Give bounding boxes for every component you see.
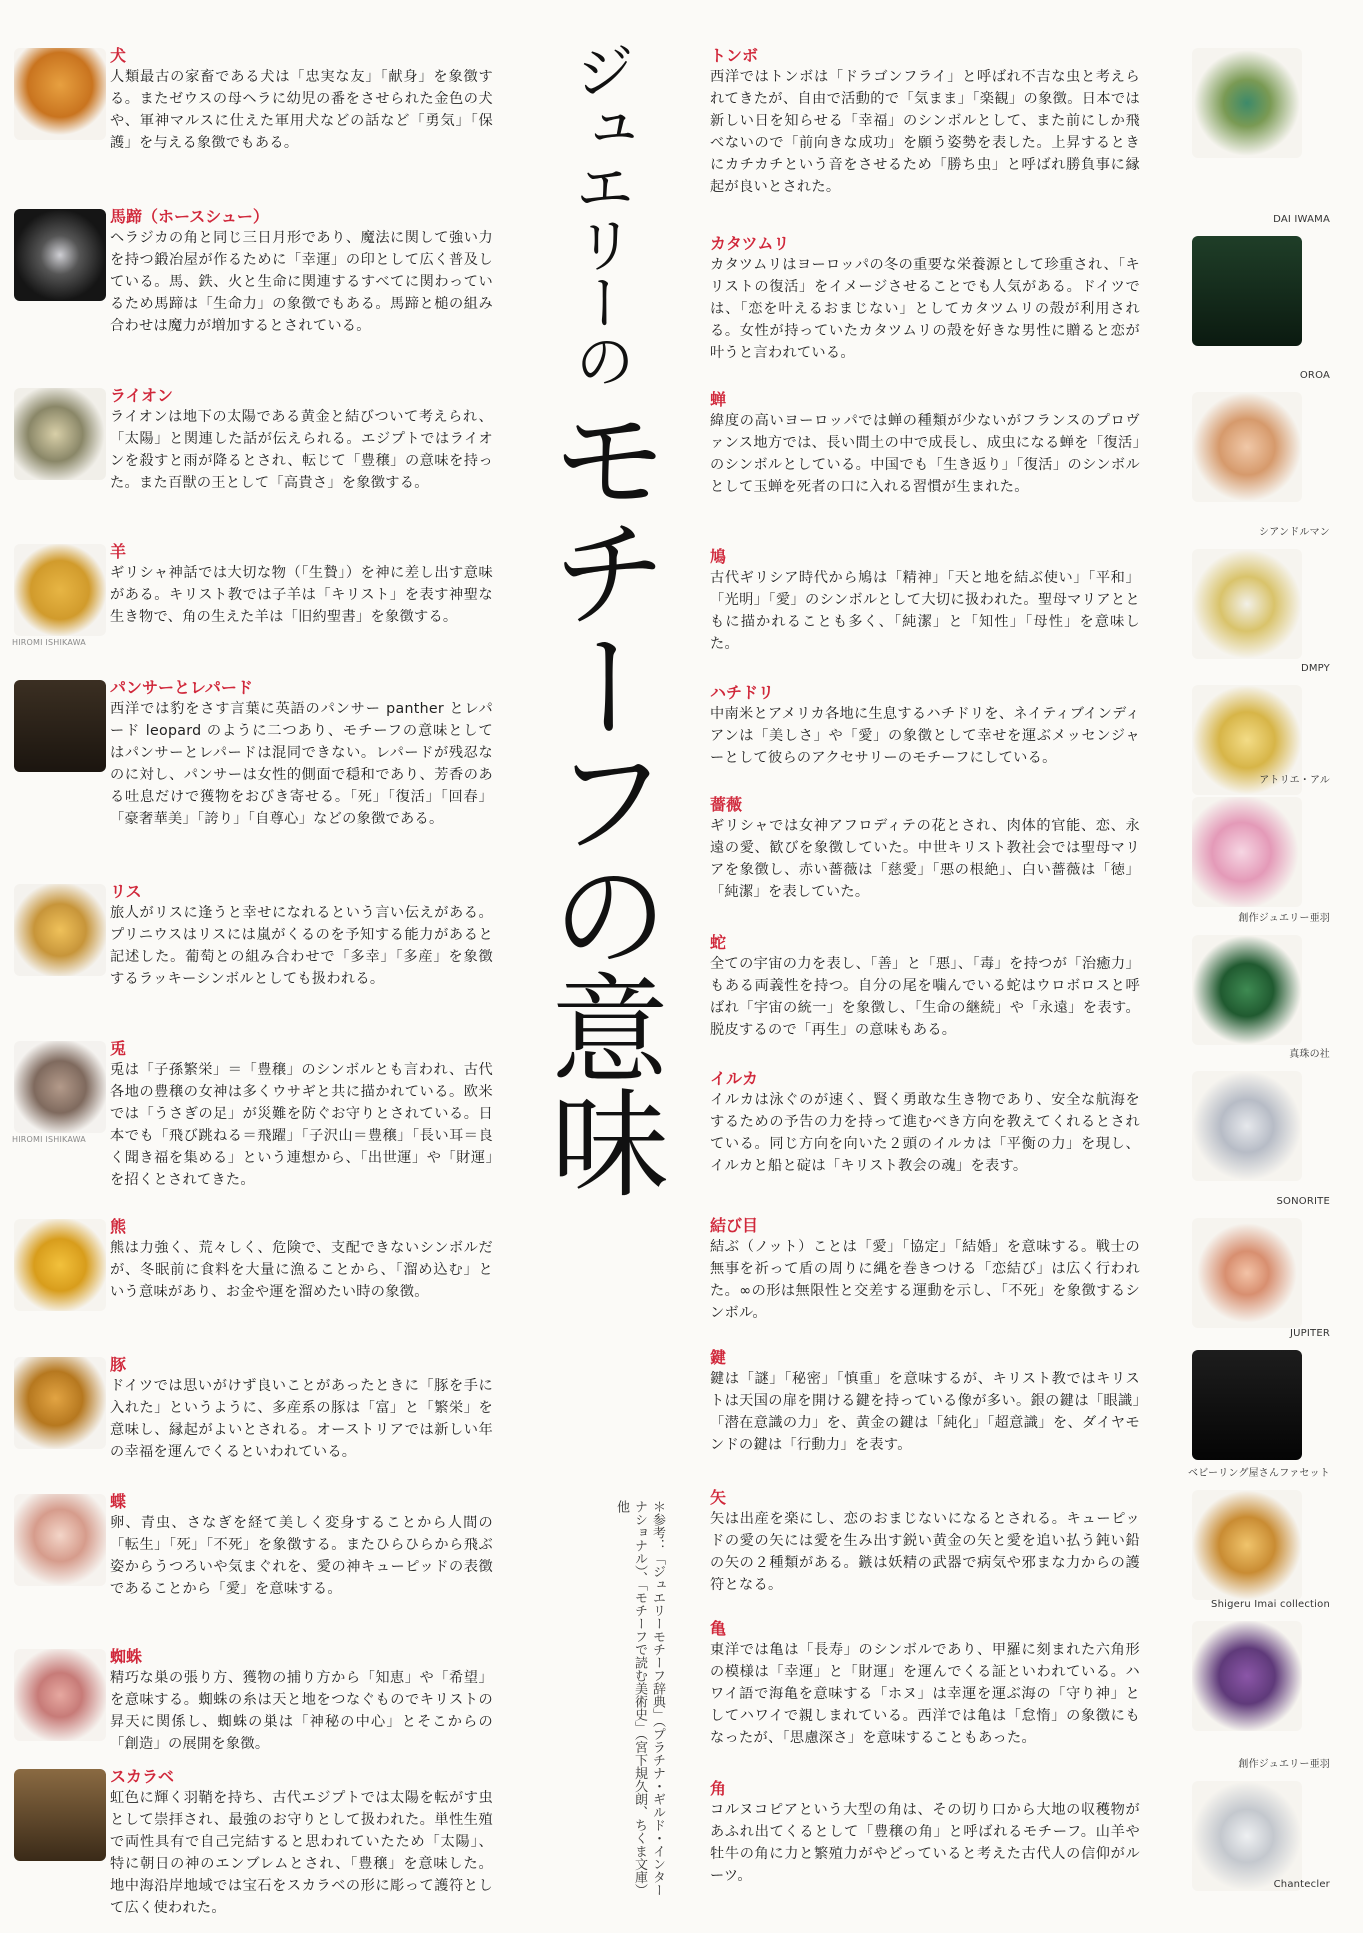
motif-entry-arrow [710,1484,1350,1615]
motif-entry-horseshoe [8,203,493,382]
photo-credit: Chantecler [1273,1879,1330,1890]
jewelry-photo [8,1643,110,1763]
motif-entry-spider [8,1643,493,1763]
horn-pendant-image [1192,1781,1302,1891]
reference-note: ＊参考：「ジュエリーモチーフ辞典」（プラチナ・ギルド・インターナショナル）、「モチーフで読む美術史」（宮下規久朗、ちくま文庫）他 [614,1500,665,1897]
bear-charm-image [14,1219,106,1311]
jewelry-photo [8,674,110,878]
jewelry-photo [1148,230,1348,386]
motif-entry-pig [8,1351,493,1488]
spider-web-pendant-image [14,1649,106,1741]
jewelry-photo [1148,791,1348,929]
jewelry-photo [8,1763,110,1933]
motif-description: 旅人がリスに逢うと幸せになれるという言い伝えがある。プリニウスはリスには嵐がくるのを予知する能力があると記述した。葡萄との組み合わせで「多幸」「多産」を象徴するラッキーシンボルとしても扱われる。 [110,905,493,987]
motif-title: トンボ [710,46,759,65]
squirrel-brooch-image [14,884,106,976]
motif-description: 緯度の高いヨーロッパでは蝉の種類が少ないがフランスのプロヴァンス地方では、長い間土の中で成長し、成虫になる蝉を「復活」のシンボルとしている。中国でも「生き返り」「復活」のシンボルとして玉蝉を死者の口に入れる習慣が生まれた。 [710,413,1140,495]
motif-title: スカラベ [110,1767,175,1786]
jewelry-photo [1148,1615,1348,1775]
motif-entry-lion [8,382,493,538]
dog-pendant-image [14,48,106,140]
motif-title: 馬蹄（ホースシュー） [110,207,269,226]
motif-description: ギリシャ神話では大切な物（「生贄」）を神に差し出す意味がある。キリスト教では子羊は「キリスト」を表す神聖な生き物で、角の生えた羊は「旧約聖書」を象徴する。 [110,565,493,625]
photo-credit: 創作ジュエリー亜羽 [1238,1759,1330,1770]
photo-credit: アトリエ・アル [1259,775,1330,786]
motif-description: 虹色に輝く羽鞘を持ち、古代エジプトでは太陽を転がす虫として崇拝され、最強のお守りとして扱われた。単性生殖で両性具有で自己完結すると思われていたため「太陽」、特に朝日の神のエンブレムとされ、「豊穣」を意味した。地中海沿岸地域では宝石をスカラベの形に彫って護符として広く使われた。 [110,1790,493,1916]
jewelry-photo [1148,1775,1348,1895]
motif-title: 蝉 [710,390,727,409]
motif-description: ヘラジカの角と同じ三日月形であり、魔法に関して強い力を持つ鍛冶屋が作るために「幸運」の印として広く普及している。馬、鉄、火と生命に関連するすべてに関わっているため馬蹄は「生命力」の象徴でもある。馬蹄と槌の組み合わせは魔力が増加するとされている。 [110,230,493,334]
photo-credit: OROA [1299,370,1330,381]
motif-entry-cicada [710,386,1350,543]
jewelry-photo [8,382,110,538]
motif-entry-rose [710,791,1350,929]
jewelry-photo [8,538,110,674]
motif-entry-squirrel [8,878,493,1035]
motif-description: 中南米とアメリカ各地に生息するハチドリを、ネイティブインディアンは「美しさ」や「愛」の象徴として幸せを運ぶメッセンジャーとして彼らのアクセサリーのモチーフにしている。 [710,706,1140,766]
photo-credit: シアンドルマン [1259,527,1330,538]
motif-title: ハチドリ [710,683,775,702]
motif-description: 熊は力強く、荒々しく、危険で、支配できないシンボルだが、冬眠前に食料を大量に漁ることから、「溜め込む」という意味があり、お金や運を溜めたい時の象徴。 [110,1240,493,1300]
motif-title: 熊 [110,1217,127,1236]
photo-credit: 創作ジュエリー亜羽 [1238,913,1330,924]
motif-title: リス [110,882,142,901]
motif-title: パンサーとレパード [110,678,253,697]
motif-description: 西洋ではトンボは「ドラゴンフライ」と呼ばれ不吉な虫と考えられてきたが、自由で活動的で「気まま」「楽観」の象徴。日本では新しい日を知らせる「幸福」のシンボルとして、また前にしか飛べないので「前向きな成功」を願う姿勢を表した。上昇するときにカチカチという音をさせるため「勝ち虫」と呼ばれ勝負事に縁起が良いとされた。 [710,69,1140,195]
page-title-line1: ジュエリーの [565,40,635,388]
photo-credit: JUPITER [1289,1328,1330,1339]
jewelry-photo [8,878,110,1035]
dove-brooch-image [1192,549,1302,659]
rose-ring-image [1192,797,1302,907]
page-title [530,40,670,1196]
pig-charm-image [14,1357,106,1449]
motif-entry-horn [710,1775,1350,1895]
motif-entry-dog [8,42,493,203]
motif-title: 蛇 [710,933,727,952]
jewelry-photo [1148,1212,1348,1344]
motif-description: 人類最古の家畜である犬は「忠実な友」「献身」を象徴する。またゼウスの母ヘラに幼児の番をさせられた金色の犬や、軍神マルスに仕えた軍用犬などの話など「勇気」「保護」を与える象徴でもある。 [110,69,493,151]
motif-title: 蜘蛛 [110,1647,143,1666]
jewelry-photo [1148,679,1348,791]
motif-description: コルヌコピアという大型の角は、その切り口から大地の収穫物があふれ出てくるとして「豊穣の角」と呼ばれるモチーフ。山羊や牡牛の角に力と繁殖力がやどっていると考えた古代人の信仰がルーツ。 [710,1802,1140,1884]
page-title-line2: モチーフの意味 [531,398,669,1196]
jewelry-photo [8,1488,110,1643]
motif-title: イルカ [710,1069,759,1088]
motif-entry-turtle [710,1615,1350,1775]
motif-entry-key [710,1344,1350,1484]
motif-title: 亀 [710,1619,727,1638]
motif-entry-bear [8,1213,493,1351]
snake-ring-image [1192,935,1302,1045]
photo-credit: DAI IWAMA [1273,214,1330,225]
motif-description: 精巧な巣の張り方、獲物の捕り方から「知恵」や「希望」を意味する。蜘蛛の糸は天と地をつなぐものでキリストの昇天に関係し、蜘蛛の巣は「神秘の中心」とそこからの「創造」の展開を象徴。 [110,1670,493,1752]
motif-description: ドイツでは思いがけず良いことがあったときに「豚を手に入れた」というように、多産系の豚は「富」と「繁栄」を意味し、縁起がよいとされる。オーストリアでは新しい年の幸福を運んでくるといわれている。 [110,1378,493,1460]
motif-description: 東洋では亀は「長寿」のシンボルであり、甲羅に刻まれた六角形の模様は「幸運」と「財運」を運んでくる証といわれている。ハワイ語で海亀を意味する「ホヌ」は幸運を運ぶ海の「守り神」としてハワイで親しまれている。西洋では亀は「怠惰」の象徴にもなったが、「思慮深さ」を意味することもあった。 [710,1642,1140,1746]
motif-description: 西洋では豹をさす言葉に英語のパンサー panther とレパード leopard のように二つあり、モチーフの意味としてはパンサーとレパードは混同できない。レパードが残忍なのに対し、パンサーは女性的側面で穏和であり、芳香のある吐息だけで獲物をおびき寄せる。「死」「復活」「回春」「豪奢華美」「誇り」「自尊心」などの象徴である。 [110,701,493,827]
motif-title: 薔薇 [710,795,743,814]
motif-description: 全ての宇宙の力を表し、「善」と「悪」、「毒」を持つが「治癒力」もある両義性を持つ。自分の尾を噛んでいる蛇はウロボロスと呼ばれ「宇宙の統一」を象徴し、「生命の継続」や「永遠」を表す。脱皮するので「再生」の意味もある。 [710,956,1140,1038]
motif-title: 蝶 [110,1492,127,1511]
motif-entry-knot [710,1212,1350,1344]
motif-entry-rabbit [8,1035,493,1213]
motif-entry-dove [710,543,1350,679]
motif-description: ライオンは地下の太陽である黄金と結びついて考えられ、「太陽」と関連した話が伝えられる。エジプトではライオンを殺すと雨が降るとされ、転じて「豊穣」の意味を持った。また百獣の王として「高貴さ」を象徴する。 [110,409,493,491]
motif-description: 結ぶ（ノット）ことは「愛」「協定」「結婚」を意味する。戦士の無事を祈って盾の周りに縄を巻きつける「恋結び」は広く行われた。∞の形は無限性と交差する運動を示し、「不死」を象徴するシンボル。 [710,1239,1140,1321]
photo-credit: 真珠の社 [1289,1049,1330,1060]
jewelry-photo [8,42,110,203]
photo-credit: HIROMI ISHIKAWA [12,638,86,647]
sheep-brooch-image [14,544,106,636]
key-necklace-image [1192,1350,1302,1460]
jewelry-photo [1148,1065,1348,1212]
motif-title: 豚 [110,1355,127,1374]
motif-title: カタツムリ [710,234,790,253]
motif-entry-dragonfly [710,42,1350,230]
motif-description: 鍵は「謎」「秘密」「慎重」を意味するが、キリスト教ではキリストは天国の扉を開ける鍵を持っている像が多い。銀の鍵は「眼識」「潜在意識の力」を、黄金の鍵は「純化」「超意識」を、ダイヤモンドの鍵は「行動力」を表す。 [710,1371,1140,1453]
lion-ring-image [14,388,106,480]
motif-description: イルカは泳ぐのが速く、賢く勇敢な生き物であり、安全な航海をするための予告の力を持って進むべき方向を教えてくれるとされている。同じ方向を向いた２頭のイルカは「平衡の力」を現し、イルカと船と碇は「キリスト教会の魂」を表す。 [710,1092,1140,1174]
snail-pearl-brooch-image [1192,236,1302,346]
photo-credit: HIROMI ISHIKAWA [12,1135,86,1144]
rabbit-brooch-image [14,1041,106,1133]
motif-title: 鍵 [710,1348,727,1367]
photo-credit: DMPY [1300,663,1330,674]
motif-title: 羊 [110,542,127,561]
jewelry-photo [8,1035,110,1213]
motif-description: ギリシャでは女神アフロディテの花とされ、肉体的官能、恋、永遠の愛、歓びを象徴していた。中世キリスト教社会では聖母マリアを象徴し、赤い薔薇は「慈愛」「悪の根絶」、白い薔薇は「徳」「純潔」を表していた。 [710,818,1140,900]
scarab-ring-image [14,1769,106,1861]
motif-title: 兎 [110,1039,127,1058]
motif-entry-butterfly [8,1488,493,1643]
motif-entry-scarab [8,1763,493,1933]
left-column [8,42,493,1933]
motif-title: 角 [710,1779,727,1798]
motif-entry-hummingbird [710,679,1350,791]
cupid-pendant-image [1192,1490,1302,1600]
jewelry-photo [1148,42,1348,230]
butterfly-pendant-image [14,1494,106,1586]
motif-title: 犬 [110,46,127,65]
jewelry-photo [1148,1344,1348,1484]
motif-description: 卵、青虫、さなぎを経て美しく変身することから人間の「転生」「死」「不死」を象徴する。またひらひらから飛ぶ姿からうつろいや気まぐれを、愛の神キューピッドの表徴であることから「愛」を意味する。 [110,1515,493,1597]
motif-title: 結び目 [710,1216,759,1235]
motif-entry-snake [710,929,1350,1065]
motif-description: 古代ギリシア時代から鳩は「精神」「天と地を結ぶ使い」「平和」「光明」「愛」のシンボルとして大切に扱われた。聖母マリアとともに描かれることも多く、「純潔」と「知性」「母性」を意味した。 [710,570,1140,652]
jewelry-photo [1148,929,1348,1065]
dragonfly-brooch-image [1192,48,1302,158]
horseshoe-pendant-image [14,209,106,301]
jewelry-photo [8,203,110,382]
infinity-necklace-image [1192,1218,1302,1328]
motif-description: カタツムリはヨーロッパの冬の重要な栄養源として珍重され、「キリストの復活」をイメージさせることでも人気がある。ドイツでは、「恋を叶えるおまじない」としてカタツムリの殻が利用される。女性が持っていたカタツムリの殻を好きな男性に贈ると恋が叶うと言われている。 [710,257,1140,361]
photo-credit: Shigeru Imai collection [1211,1599,1330,1610]
jewelry-photo [1148,386,1348,543]
motif-entry-dolphin [710,1065,1350,1212]
jewelry-photo [1148,543,1348,679]
photo-credit: SONORITE [1276,1196,1330,1207]
jewelry-photo [1148,1484,1348,1615]
motif-title: 矢 [710,1488,727,1507]
motif-title: ライオン [110,386,174,405]
motif-description: 兎は「子孫繁栄」＝「豊穣」のシンボルとも言われ、古代各地の豊穣の女神は多くウサギと共に描かれている。欧米では「うさぎの足」が災難を防ぐお守りとされている。日本でも「飛び跳ねる＝飛躍」「子沢山＝豊穣」「長い耳＝良く聞き福を集める」という連想から、「出世運」や「財運」を招くとされてきた。 [110,1062,493,1188]
panther-pendant-image [14,680,106,772]
jewelry-photo [8,1213,110,1351]
motif-entry-sheep [8,538,493,674]
photo-credit: ベビーリング屋さんファセット [1188,1468,1330,1479]
motif-entry-panther [8,674,493,878]
motif-title: 鳩 [710,547,727,566]
motif-description: 矢は出産を楽にし、恋のおまじないになるとされる。キューピッドの愛の矢には愛を生み出す鋭い黄金の矢と愛を追い払う鈍い鉛の矢の２種類がある。鏃は妖精の武器で病気や邪まな力からの護符となる。 [710,1511,1140,1593]
dolphin-brooch-image [1192,1071,1302,1181]
right-column [710,42,1350,1895]
motif-entry-snail [710,230,1350,386]
cicada-brooch-image [1192,392,1302,502]
jewelry-photo [8,1351,110,1488]
turtle-earrings-image [1192,1621,1302,1731]
